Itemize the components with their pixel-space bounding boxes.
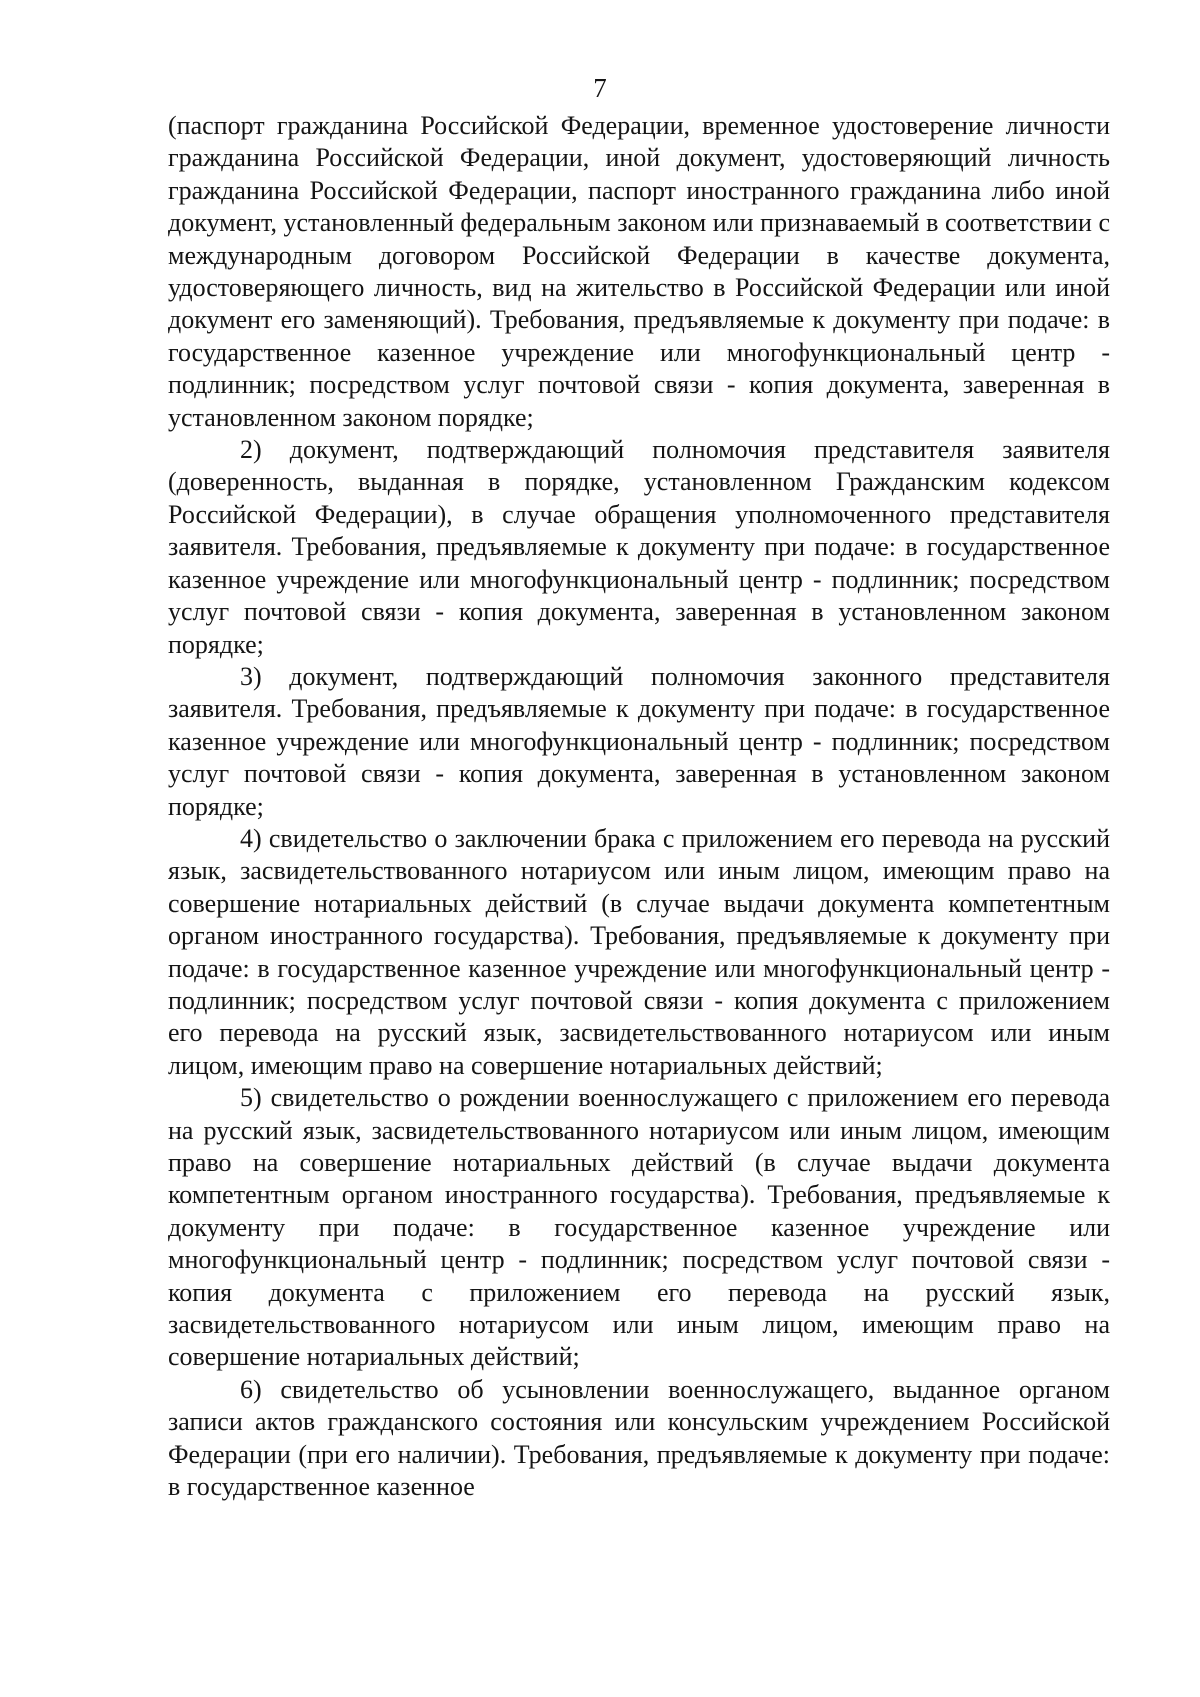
paragraph-item-3: 3) документ, подтверждающий полномочия законного представителя заявителя. Требования, предъявляемые к документу при подаче: в государственное казенное учреждение или многофункциональный центр - подлинник; посредством услуг почтовой связи - копия документа, заверенная в установленном законом порядке;: [168, 661, 1110, 821]
page-number: 7: [593, 73, 607, 103]
document-body: [168, 110, 1110, 1503]
paragraph-item-6: 6) свидетельство об усыновлении военнослужащего, выданное органом записи актов гражданского состояния или консульским учреждением Российской Федерации (при его наличии). Требования, предъявляемые к документу при подаче: в государственное казенное: [168, 1374, 1110, 1502]
paragraph-item-5: 5) свидетельство о рождении военнослужащего с приложением его перевода на русский язык, засвидетельствованного нотариусом или иным лицом, имеющим право на совершение нотариальных действий (в случае выдачи документа компетентным органом иностранного государства). Требования, предъявляемые к документу при подаче: в государственное казенное учреждение или многофункциональный центр - подлинник; посредством услуг почтовой связи - копия документа с приложением его перевода на русский язык, засвидетельствованного нотариусом или иным лицом, имеющим право на совершение нотариальных действий;: [168, 1083, 1110, 1372]
paragraph-passport-continuation: (паспорт гражданина Российской Федерации, временное удостоверение личности гражданина Российской Федерации, иной документ, удостоверяющий личность гражданина Российской Федерации, паспорт иностранного гражданина либо иной документ, установленный федеральным законом или признаваемый в соответствии с международным договором Российской Федерации в качестве документа, удостоверяющего личность, вид на жительство в Российской Федерации или иной документ его заменяющий). Требования, предъявляемые к документу при подаче: в государственное казенное учреждение или многофункциональный центр - подлинник; посредством услуг почтовой связи - копия документа, заверенная в установленном законом порядке;: [168, 111, 1110, 432]
paragraph-item-4: 4) свидетельство о заключении брака с приложением его перевода на русский язык, засвидетельствованного нотариусом или иным лицом, имеющим право на совершение нотариальных действий (в случае выдачи документа компетентным органом иностранного государства). Требования, предъявляемые к документу при подаче: в государственное казенное учреждение или многофункциональный центр - подлинник; посредством услуг почтовой связи - копия документа с приложением его перевода на русский язык, засвидетельствованного нотариусом или иным лицом, имеющим право на совершение нотариальных действий;: [168, 823, 1110, 1080]
paragraph-item-2: 2) документ, подтверждающий полномочия представителя заявителя (доверенность, выданная в порядке, установленном Гражданским кодексом Российской Федерации), в случае обращения уполномоченного представителя заявителя. Требования, предъявляемые к документу при подаче: в государственное казенное учреждение или многофункциональный центр - подлинник; посредством услуг почтовой связи - копия документа, заверенная в установленном законом порядке;: [168, 435, 1110, 659]
